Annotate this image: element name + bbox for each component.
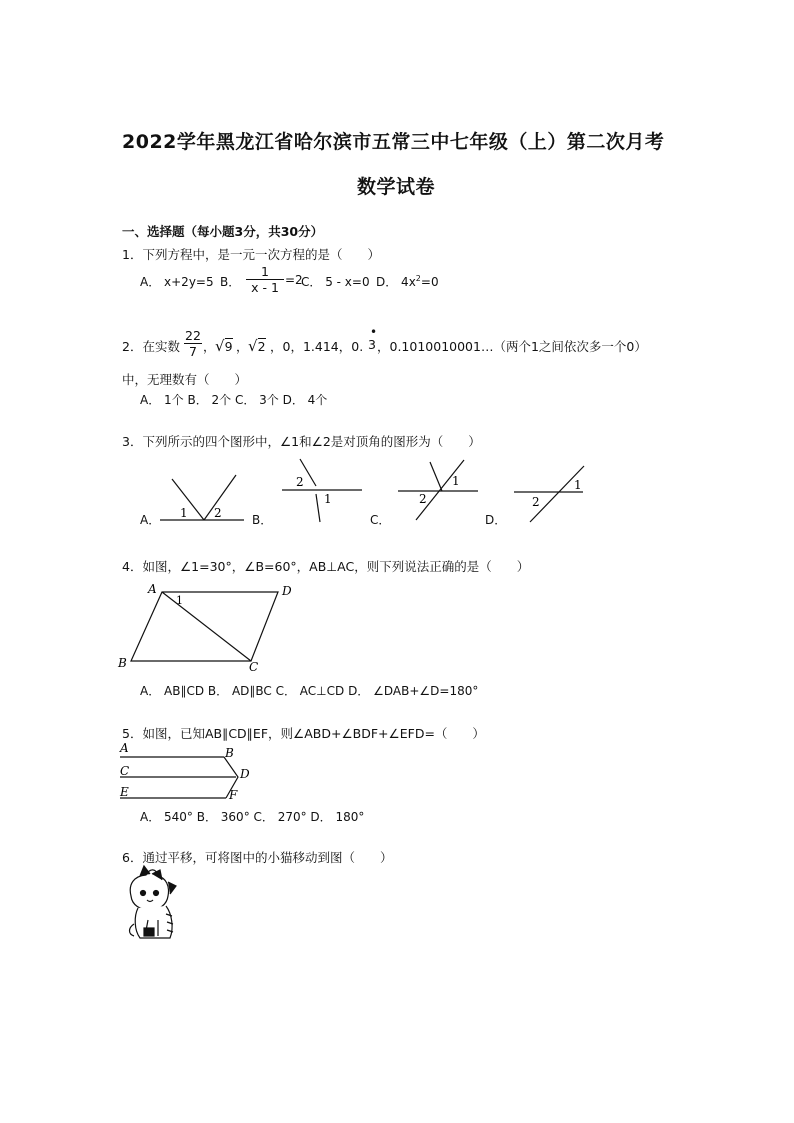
q1-option-c: C． 5 - x=0: [301, 275, 370, 289]
q1-d-base: D． 4x: [376, 275, 416, 289]
q3-option-c: C．: [370, 513, 391, 527]
q3-option-b: B．: [252, 513, 273, 527]
q3-stem: 3．下列所示的四个图形中，∠1和∠2是对顶角的图形为（ ）: [122, 434, 481, 449]
q5-label-a: A: [120, 741, 129, 755]
q3-c-label-1: 1: [452, 474, 460, 488]
q1-option-a: A． x+2y=5: [140, 275, 214, 289]
paper-title: 2022学年黑龙江省哈尔滨市五常三中七年级（上）第二次月考: [122, 131, 665, 153]
q2-comma-1: ，: [203, 339, 216, 354]
q4-options: A． AB∥CD B． AD∥BC C． AC⊥CD D． ∠DAB+∠D=180°: [140, 684, 479, 698]
q2-line2: 中，无理数有（ ）: [122, 372, 248, 387]
q2-sqrt2-radicand: 2: [257, 339, 266, 354]
q3-figure-c: [398, 460, 478, 520]
q4-label-c: C: [249, 660, 259, 674]
section-heading: 一、选择题（每小题3分，共30分）: [122, 224, 324, 239]
q3-figure-b: [282, 459, 362, 522]
q4-label-1: 1: [176, 594, 183, 607]
q1-stem: 1．下列方程中，是一元一次方程的是（ ）: [122, 247, 380, 262]
q3-d-label-2: 2: [532, 495, 540, 509]
q2-frac-numerator: 22: [185, 328, 201, 343]
q3-d-label-1: 1: [574, 478, 582, 492]
q2-sqrt9: √9: [215, 337, 233, 355]
q1-b-denominator: x - 1: [246, 279, 284, 295]
q2-tail: ，0.1010010001…（两个1之间依次多一个0）: [377, 339, 647, 354]
q5-stem: 5．如图，已知AB∥CD∥EF，则∠ABD+∠BDF+∠EFD=（ ）: [122, 726, 485, 741]
q2-frac-denominator: 7: [184, 343, 202, 359]
q5-label-c: C: [120, 764, 130, 778]
q2-sqrt9-radicand: 9: [224, 339, 233, 354]
q4-label-d: D: [282, 584, 292, 598]
q3-a-label-1: 1: [180, 506, 188, 520]
q5-options: A． 540° B． 360° C． 270° D． 180°: [140, 810, 365, 824]
q3-figure-a: [160, 475, 244, 520]
q3-c-label-2: 2: [419, 492, 427, 506]
q3-figure-d: [514, 466, 584, 522]
q1-d-exponent: 2: [415, 274, 421, 283]
q5-label-d: D: [240, 767, 250, 781]
q2-repeat-dot: •: [370, 325, 378, 339]
q1-option-b-rest: =2: [285, 273, 303, 287]
q2-prefix: 2．在实数: [122, 339, 180, 354]
q3-b-label-2: 2: [296, 475, 304, 489]
q5-label-e: E: [120, 785, 129, 799]
q2-options: A． 1个 B． 2个 C． 3个 D． 4个: [140, 393, 328, 407]
q3-option-d: D．: [485, 513, 507, 527]
q2-comma-2: ，: [236, 339, 249, 354]
q1-d-rest: =0: [420, 275, 439, 289]
q4-label-a: A: [148, 582, 157, 596]
q4-label-b: B: [118, 656, 127, 670]
q5-label-f: F: [229, 788, 238, 802]
q3-b-label-1: 1: [324, 492, 332, 506]
q1-option-b-label: B．: [220, 275, 241, 289]
q2-mid: ，0，1.414，0.: [270, 339, 364, 354]
q3-option-a: A．: [140, 513, 161, 527]
q4-stem: 4．如图，∠1=30°，∠B=60°，AB⊥AC，则下列说法正确的是（ ）: [122, 559, 530, 574]
cat-illustration: [130, 866, 177, 938]
paper-subtitle: 数学试卷: [357, 176, 436, 198]
q2-repeat-digit-value: 3: [368, 337, 376, 352]
q5-label-b: B: [225, 746, 234, 760]
q3-a-label-2: 2: [214, 506, 222, 520]
q2-sqrt2: √2: [248, 337, 266, 355]
q5-figure: [119, 741, 250, 802]
q6-stem: 6．通过平移，可将图中的小猫移动到图（ ）: [122, 850, 393, 865]
q1-b-numerator: 1: [261, 264, 269, 279]
q4-figure: [117, 582, 292, 674]
